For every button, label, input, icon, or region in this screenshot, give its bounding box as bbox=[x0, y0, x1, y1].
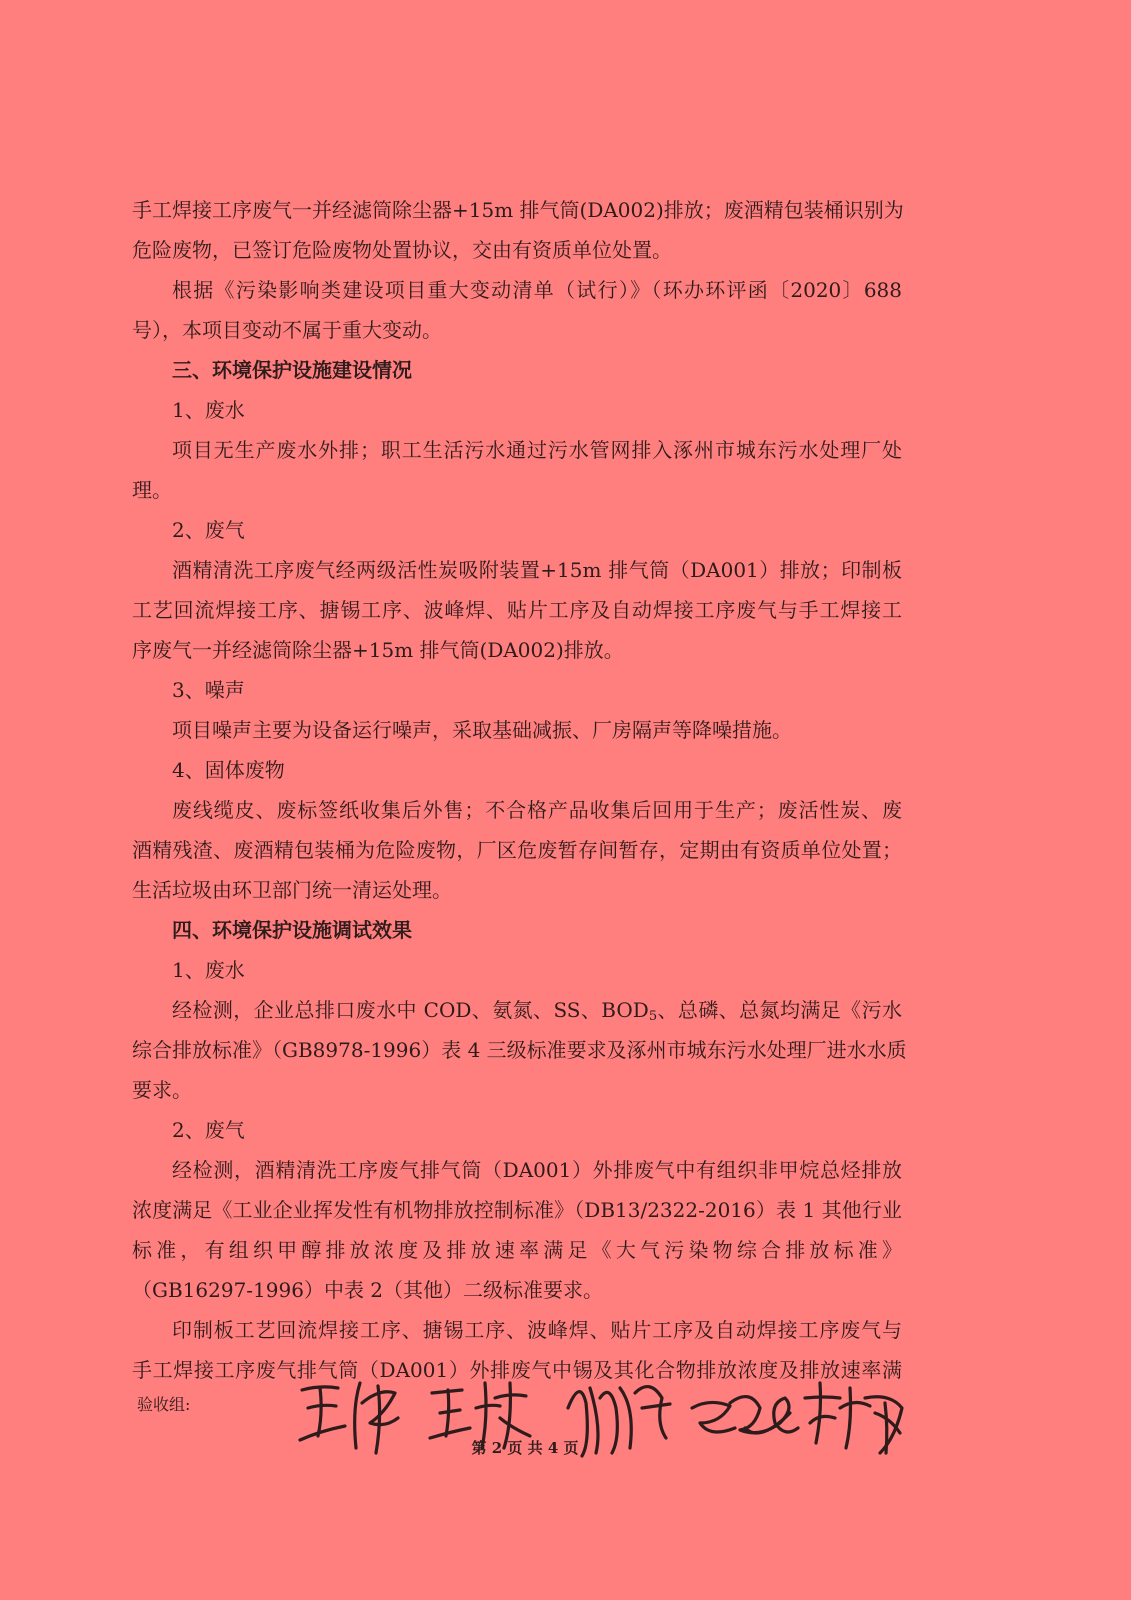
subsection-heading: 2、废气 bbox=[172, 1118, 245, 1142]
subsection-heading: 4、固体废物 bbox=[172, 758, 285, 782]
paragraph-line: 酒精残渣、废酒精包装桶为危险废物，厂区危废暂存间暂存，定期由有资质单位处置； bbox=[132, 838, 902, 862]
paragraph-line: 项目无生产废水外排；职工生活污水通过污水管网排入涿州市城东污水处理厂处 bbox=[172, 438, 902, 462]
paragraph-line: 浓度满足《工业企业挥发性有机物排放控制标准》（DB13/2322-2016）表 1 其他行业 bbox=[132, 1198, 902, 1222]
paragraph-line: 理。 bbox=[132, 478, 172, 502]
paragraph-line: 废线缆皮、废标签纸收集后外售；不合格产品收集后回用于生产；废活性炭、废 bbox=[172, 798, 902, 822]
signature bbox=[692, 1397, 798, 1433]
signature bbox=[805, 1383, 902, 1453]
paragraph-line: 综合排放标准》（GB8978-1996）表 4 三级标准要求及涿州市城东污水处理厂进水水质 bbox=[132, 1038, 907, 1062]
subscript: 5 bbox=[648, 1009, 658, 1024]
section-heading: 四、环境保护设施调试效果 bbox=[172, 918, 412, 942]
subsection-heading: 2、废气 bbox=[172, 518, 245, 542]
paragraph-line: （GB16297-1996）中表 2（其他）二级标准要求。 bbox=[132, 1278, 604, 1302]
paragraph-line: 要求。 bbox=[132, 1078, 192, 1102]
text-run: 经检测，企业总排口废水中 COD、氨氮、SS、BOD bbox=[172, 998, 649, 1022]
paragraph-line: 手工焊接工序废气排气筒（DA001）外排废气中锡及其化合物排放浓度及排放速率满 bbox=[132, 1358, 902, 1382]
document-body bbox=[132, 190, 907, 1390]
paragraph-line: 酒精清洗工序废气经两级活性炭吸附装置+15m 排气筒（DA001）排放；印制板 bbox=[172, 558, 902, 582]
subsection-heading: 3、噪声 bbox=[172, 678, 245, 702]
section-heading: 三、环境保护设施建设情况 bbox=[172, 358, 412, 382]
paragraph-line: 生活垃圾由环卫部门统一清运处理。 bbox=[132, 878, 452, 902]
paragraph-line: 危险废物，已签订危险废物处置协议，交由有资质单位处置。 bbox=[132, 238, 672, 262]
paragraph-line: 标准，有组织甲醇排放浓度及排放速率满足《大气污染物综合排放标准》 bbox=[132, 1238, 902, 1262]
paragraph-line: 根据《污染影响类建设项目重大变动清单（试行）》（环办环评函〔2020〕688 bbox=[172, 278, 902, 302]
paragraph-line: 项目噪声主要为设备运行噪声，采取基础减振、厂房隔声等降噪措施。 bbox=[172, 718, 792, 742]
paragraph-line: 号），本项目变动不属于重大变动。 bbox=[132, 318, 442, 342]
acceptance-group-label: 验收组: bbox=[137, 1395, 191, 1414]
page-number: 第 2 页 共 4 页 bbox=[471, 1439, 579, 1457]
text-run: 、总磷、总氮均满足《污水 bbox=[657, 998, 902, 1022]
paragraph-line bbox=[172, 990, 902, 1030]
subsection-heading: 1、废水 bbox=[172, 958, 245, 982]
paragraph-line: 工艺回流焊接工序、搪锡工序、波峰焊、贴片工序及自动焊接工序废气与手工焊接工 bbox=[132, 598, 902, 622]
paragraph-line: 序废气一并经滤筒除尘器+15m 排气筒(DA002)排放。 bbox=[132, 638, 624, 662]
signature bbox=[300, 1383, 398, 1453]
paragraph-line: 手工焊接工序废气一并经滤筒除尘器+15m 排气筒(DA002)排放；废酒精包装桶识别为 bbox=[132, 198, 904, 222]
paragraph-line: 经检测，酒精清洗工序废气排气筒（DA001）外排废气中有组织非甲烷总烃排放 bbox=[172, 1158, 902, 1182]
paragraph-line: 印制板工艺回流焊接工序、搪锡工序、波峰焊、贴片工序及自动焊接工序废气与 bbox=[172, 1318, 902, 1342]
subsection-heading: 1、废水 bbox=[172, 398, 245, 422]
